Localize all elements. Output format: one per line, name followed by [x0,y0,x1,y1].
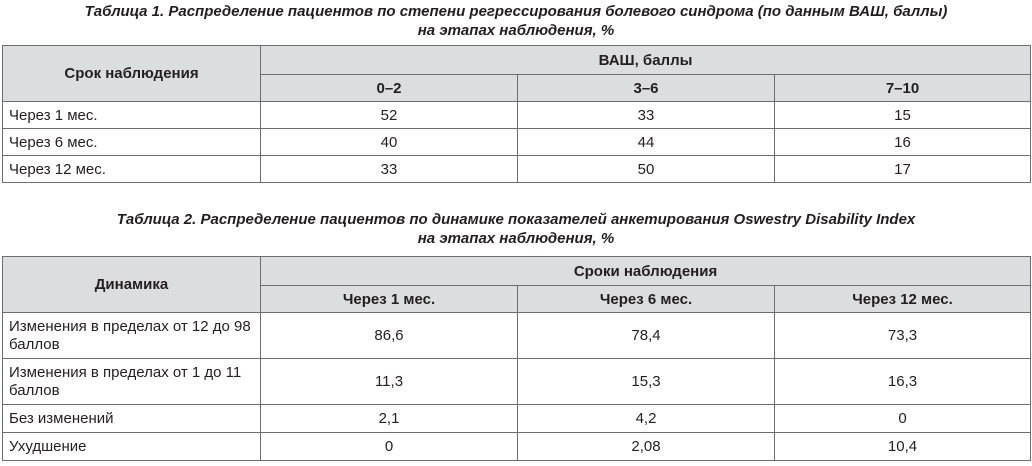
row-label: Через 6 мес. [3,129,261,156]
cell-value: 44 [518,129,775,156]
table-row [3,156,1031,183]
cell-value: 17 [775,156,1031,183]
row-label: Через 12 мес. [3,156,261,183]
table1-group-header: ВАШ, баллы [261,46,1031,75]
row-label: Без изменений [3,405,261,433]
cell-value: 52 [261,102,518,129]
table2-group-header: Сроки наблюдения [261,257,1031,286]
table2-col-header: Через 6 мес. [518,286,775,313]
table-row [3,102,1031,129]
table1-caption-line1: Таблица 1. Распределение пациентов по степени регрессирования болевого синдрома (по данным ВАШ, баллы) [84,3,948,20]
table2-caption-line1: Таблица 2. Распределение пациентов по динамике показателей анкетирования Oswestry Disability Index [116,211,916,228]
table2-caption [0,210,1032,248]
cell-value: 16,3 [775,359,1031,405]
table-row [3,405,1031,433]
cell-value: 4,2 [518,405,775,433]
cell-value: 0 [261,433,518,461]
cell-value: 11,3 [261,359,518,405]
row-label: Через 1 мес. [3,102,261,129]
cell-value: 86,6 [261,313,518,359]
table2-col-header: Через 1 мес. [261,286,518,313]
table1-row-header: Срок наблюдения [3,46,261,102]
cell-value: 33 [518,102,775,129]
table1-caption [0,2,1032,40]
cell-value: 33 [261,156,518,183]
cell-value: 10,4 [775,433,1031,461]
table-row [3,359,1031,405]
table2 [2,256,1031,461]
table1-col-header: 3–6 [518,75,775,102]
cell-value: 40 [261,129,518,156]
cell-value: 2,08 [518,433,775,461]
table1-caption-line2: на этапах наблюдения, % [417,22,615,39]
table-row [3,433,1031,461]
table2-col-header: Через 12 мес. [775,286,1031,313]
table-row [3,129,1031,156]
row-label: Ухудшение [3,433,261,461]
table1-col-header: 0–2 [261,75,518,102]
table-row [3,313,1031,359]
cell-value: 73,3 [775,313,1031,359]
row-label: Изменения в пределах от 12 до 98 баллов [3,313,261,359]
cell-value: 78,4 [518,313,775,359]
row-label: Изменения в пределах от 1 до 11 баллов [3,359,261,405]
cell-value: 15 [775,102,1031,129]
cell-value: 2,1 [261,405,518,433]
table2-caption-line2: на этапах наблюдения, % [417,230,615,247]
cell-value: 15,3 [518,359,775,405]
table1-col-header: 7–10 [775,75,1031,102]
cell-value: 16 [775,129,1031,156]
table2-row-header: Динамика [3,257,261,313]
table1 [2,45,1031,183]
cell-value: 50 [518,156,775,183]
cell-value: 0 [775,405,1031,433]
